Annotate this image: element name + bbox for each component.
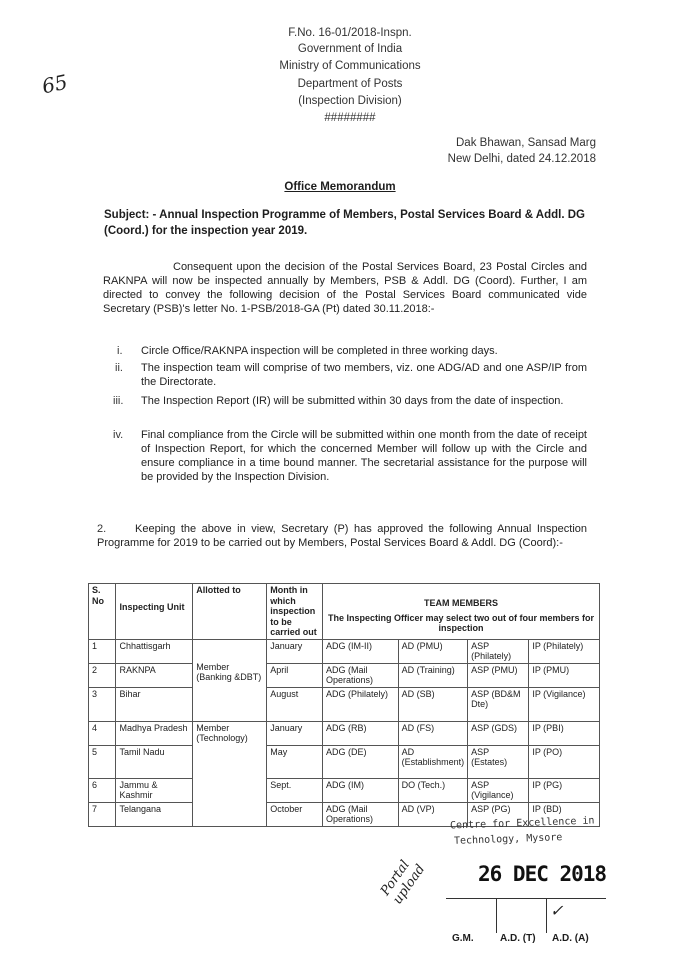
cell-sno: 6 [89, 778, 116, 802]
cell-unit: Tamil Nadu [116, 745, 193, 778]
cell-allotted-to: Member (Banking &DBT) [193, 639, 267, 721]
stamp-institution: Centre for Excellence in [449, 815, 595, 832]
point-text: Circle Office/RAKNPA inspection will be completed in three working days. [141, 345, 498, 357]
cell-unit: Jammu & Kashmir [116, 778, 193, 802]
government-line: Government of India [297, 43, 403, 55]
point-number: iv. [113, 429, 124, 441]
header-month: Month in which inspection to be carried out [267, 584, 323, 640]
table-row [89, 778, 600, 802]
header-team-note: The Inspecting Officer may select two out of four members for inspection [322, 612, 599, 639]
ministry-line: Ministry of Communications [279, 60, 421, 72]
cell-unit: Chhattisgarh [116, 639, 193, 663]
cell-month: October [267, 802, 323, 826]
stamp-divider [496, 899, 497, 933]
cell-unit: Bihar [116, 687, 193, 721]
cell-month: August [267, 687, 323, 721]
cell-member-3: ASP (PMU) [468, 663, 529, 687]
department-line: Department of Posts [297, 78, 403, 90]
stamp-routing-box [446, 898, 606, 929]
stamp-location: Technology, Mysore [453, 832, 563, 847]
cell-member-2: AD (Establishment) [398, 745, 468, 778]
office-address: Dak Bhawan, Sansad Marg [456, 137, 596, 149]
point-number: iii. [113, 395, 124, 407]
cell-sno: 4 [89, 721, 116, 745]
cell-month: April [267, 663, 323, 687]
cell-month: January [267, 721, 323, 745]
stamp-divider [546, 899, 547, 933]
cell-month: January [267, 639, 323, 663]
header-allotted-to: Allotted to [193, 584, 267, 640]
memo-date: New Delhi, dated 24.12.2018 [447, 153, 596, 165]
cell-sno: 3 [89, 687, 116, 721]
header-team-members: TEAM MEMBERS [322, 584, 599, 612]
cell-unit: Madhya Pradesh [116, 721, 193, 745]
table-row [89, 745, 600, 778]
table-row [89, 687, 600, 721]
cell-unit: RAKNPA [116, 663, 193, 687]
cell-member-4: IP (PG) [529, 778, 600, 802]
handwritten-note: Portal upload [378, 857, 429, 908]
cell-sno: 2 [89, 663, 116, 687]
stamp-received-date: 26 DEC 2018 [478, 862, 607, 886]
cell-member-3: ASP (Estates) [468, 745, 529, 778]
paragraph-1: Consequent upon the decision of the Postal Services Board, 23 Postal Circles and RAKNPA will now be inspected annually by Members, PSB & Addl. DG (Coord). Further, I am directed to convey the following decision of the Postal Services Board communicated vide Secretary (PSB)'s letter No. 1-PSB/2018-GA (Pt) dated 30.11.2018:- [103, 261, 587, 315]
table-row [89, 663, 600, 687]
cell-member-4: IP (PBI) [529, 721, 600, 745]
cell-member-3: ASP (GDS) [468, 721, 529, 745]
cell-sno: 1 [89, 639, 116, 663]
cell-sno: 7 [89, 802, 116, 826]
file-number: F.No. 16-01/2018-Inspn. [288, 27, 412, 39]
stamp-ad-a-label: A.D. (A) [552, 933, 589, 944]
memo-subject: Subject: - Annual Inspection Programme of Members, Postal Services Board & Addl. DG (Coord.) for the inspection year 2019. [104, 209, 585, 237]
stamp-ad-t-label: A.D. (T) [500, 933, 536, 944]
cell-member-3: ASP (Vigilance) [468, 778, 529, 802]
cell-sno: 5 [89, 745, 116, 778]
header-inspecting-unit: Inspecting Unit [116, 584, 193, 640]
cell-member-4: IP (Philately) [529, 639, 600, 663]
hash-separator: ######## [324, 112, 376, 124]
table-row [89, 721, 600, 745]
table-row [89, 639, 600, 663]
cell-member-2: AD (Training) [398, 663, 468, 687]
cell-member-3: ASP (PG) [468, 802, 529, 826]
cell-member-4: IP (PMU) [529, 663, 600, 687]
cell-month: Sept. [267, 778, 323, 802]
division-line: (Inspection Division) [298, 95, 402, 107]
cell-member-1: ADG (IM-II) [322, 639, 398, 663]
cell-member-4: IP (PO) [529, 745, 600, 778]
paragraph-2-number: 2. [97, 523, 107, 535]
routing-tick-mark: ✓ [550, 901, 564, 920]
header-sno: S. No [89, 584, 116, 640]
cell-member-1: ADG (RB) [322, 721, 398, 745]
inspection-programme-table [88, 583, 600, 827]
point-number: ii. [115, 362, 123, 374]
point-text: Final compliance from the Circle will be submitted within one month from the date of receipt of Inspection Report, for which the concerned Member will follow up with the Circle and ensure compliance in a time bound manner. The secretarial assistance for the purpose will be provided by the Inspection Division. [141, 429, 587, 483]
cell-member-2: AD (PMU) [398, 639, 468, 663]
cell-allotted-to: Member (Technology) [193, 721, 267, 826]
table-header-row [89, 584, 600, 612]
cell-month: May [267, 745, 323, 778]
cell-member-2: AD (VP) [398, 802, 468, 826]
margin-page-note: 65 [39, 69, 70, 99]
cell-member-3: ASP (Philately) [468, 639, 529, 663]
paragraph-2: Keeping the above in view, Secretary (P) has approved the following Annual Inspection Programme for 2019 to be carried out by Members, Postal Services Board & Addl. DG (Coord):- [97, 523, 587, 549]
cell-member-1: ADG (Philately) [322, 687, 398, 721]
cell-member-3: ASP (BD&M Dte) [468, 687, 529, 721]
stamp-gm-label: G.M. [452, 933, 474, 944]
cell-member-2: AD (SB) [398, 687, 468, 721]
point-text: The inspection team will comprise of two members, viz. one ADG/AD and one ASP/IP from the Directorate. [141, 362, 587, 388]
cell-unit: Telangana [116, 802, 193, 826]
memo-title: Office Memorandum [284, 181, 396, 193]
point-number: i. [117, 345, 123, 357]
cell-member-4: IP (Vigilance) [529, 687, 600, 721]
cell-member-2: AD (FS) [398, 721, 468, 745]
cell-member-2: DO (Tech.) [398, 778, 468, 802]
cell-member-1: ADG (Mail Operations) [322, 663, 398, 687]
cell-member-1: ADG (IM) [322, 778, 398, 802]
cell-member-1: ADG (Mail Operations) [322, 802, 398, 826]
point-text: The Inspection Report (IR) will be submitted within 30 days from the date of inspection. [141, 395, 564, 407]
cell-member-1: ADG (DE) [322, 745, 398, 778]
cell-member-4: IP (BD) [529, 802, 600, 826]
